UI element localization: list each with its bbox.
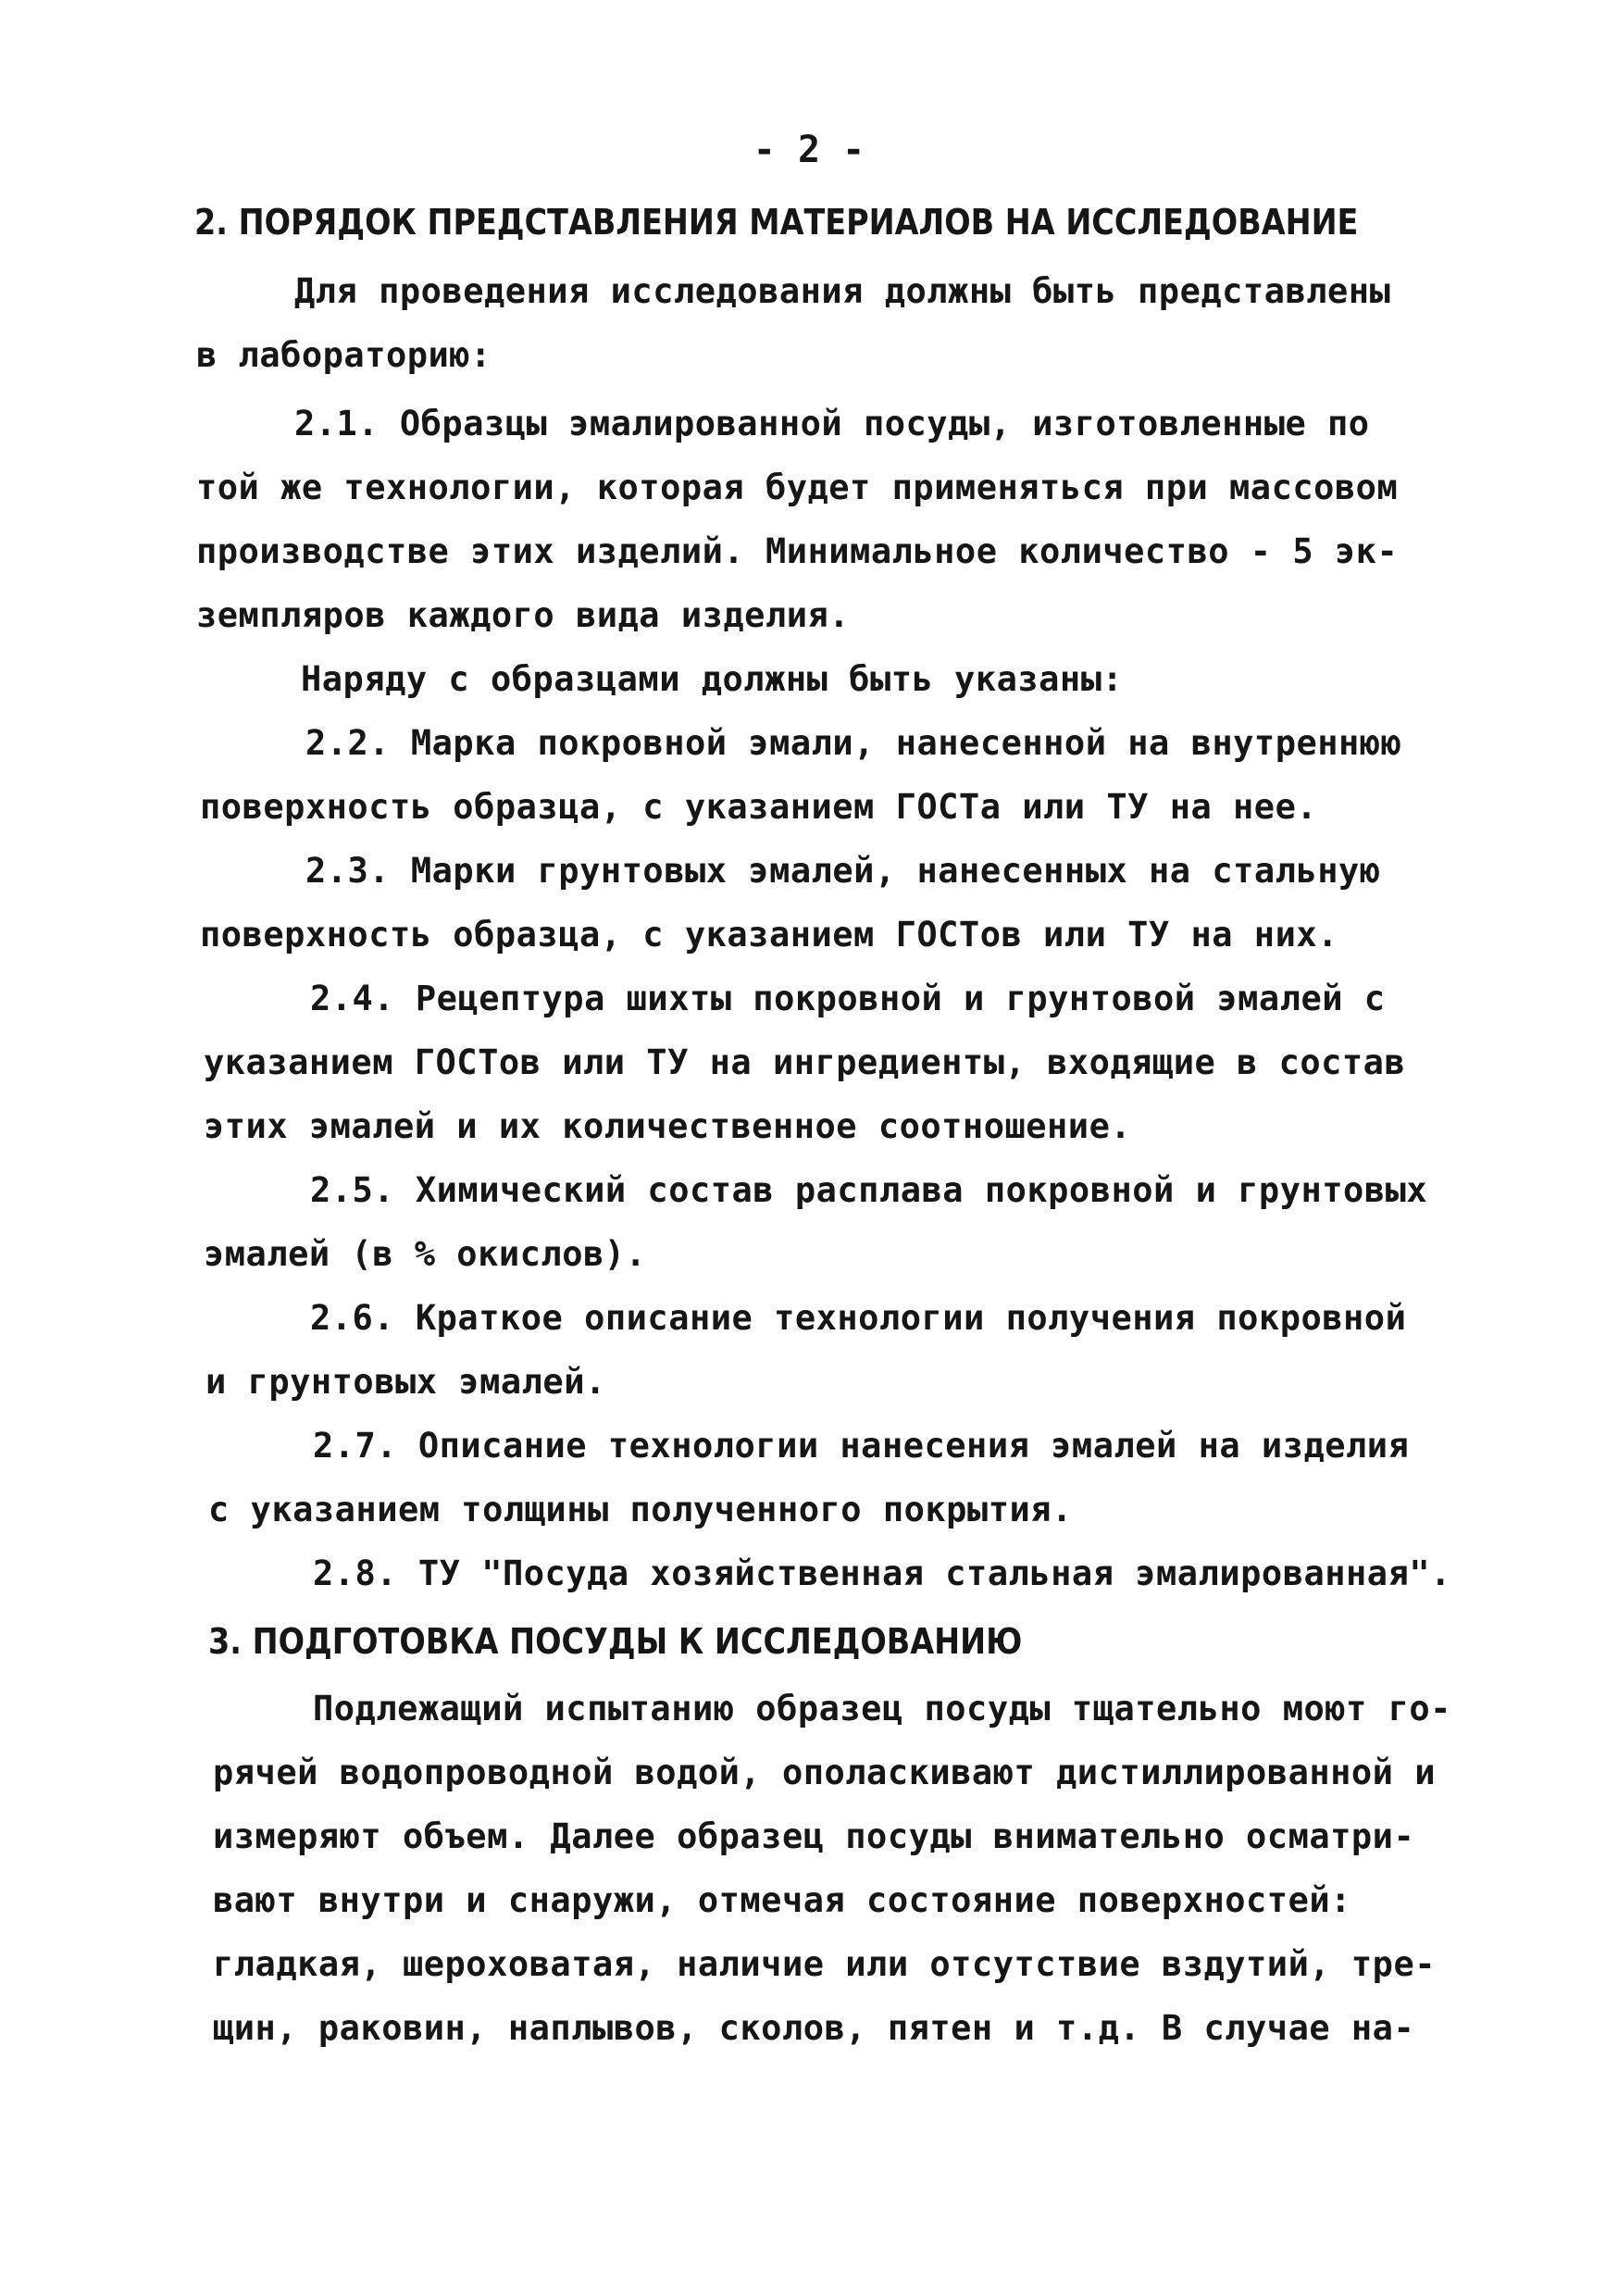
text-line: 2.4. Рецептура шихты покровной и грунтовой эмалей с xyxy=(310,979,1386,1018)
section-3-heading: 3. ПОДГОТОВКА ПОСУДЫ К ИССЛЕДОВАНИЮ xyxy=(208,1621,1023,1662)
text-line: Для проведения исследования должны быть представлены xyxy=(294,271,1391,311)
text-line: 2.3. Марки грунтовых эмалей, нанесенных на стальную xyxy=(305,851,1381,891)
text-line: 2.1. Образцы эмалированной посуды, изготовленные по xyxy=(294,404,1370,443)
text-line: щин, раковин, наплывов, сколов, пятен и т.д. В случае на- xyxy=(213,2008,1415,2048)
text-line: Подлежащий испытанию образец посуды тщательно моют го- xyxy=(313,1689,1451,1728)
text-line: поверхность образца, с указанием ГОСТа или ТУ на нее. xyxy=(200,787,1318,827)
text-line: земпляров каждого вида изделия. xyxy=(196,595,851,635)
text-line: рячей водопроводной водой, ополаскивают дистиллированной и xyxy=(213,1753,1437,1792)
text-line: производстве этих изделий. Минимальное количество - 5 эк- xyxy=(196,531,1399,571)
text-line: с указанием толщины полученного покрытия. xyxy=(208,1490,1073,1529)
text-line: 2.2. Марка покровной эмали, нанесенной на внутреннюю xyxy=(305,723,1402,763)
text-line: эмалей (в % окислов). xyxy=(204,1234,647,1274)
text-line: вают внутри и снаружи, отмечая состояние поверхностей: xyxy=(213,1880,1351,1920)
text-line: измеряют объем. Далее образец посуды внимательно осматри- xyxy=(213,1816,1415,1856)
text-line: этих эмалей и их количественное соотношение. xyxy=(204,1106,1132,1146)
text-line: и грунтовых эмалей. xyxy=(205,1362,606,1402)
text-line: указанием ГОСТов или ТУ на ингредиенты, входящие в состав xyxy=(204,1042,1406,1082)
text-line: 2.5. Химический состав расплава покровной и грунтовых xyxy=(310,1170,1428,1210)
text-line: Наряду с образцами должны быть указаны: xyxy=(301,659,1124,699)
text-line: той же технологии, которая будет применяться при массовом xyxy=(196,468,1399,507)
text-line: 2.6. Краткое описание технологии получения покровной xyxy=(310,1298,1407,1338)
text-line: поверхность образца, с указанием ГОСТов или ТУ на них. xyxy=(200,915,1338,955)
page-number: - 2 - xyxy=(753,129,865,171)
section-2-heading: 2. ПОРЯДОК ПРЕДСТАВЛЕНИЯ МАТЕРИАЛОВ НА ИССЛЕДОВАНИЕ xyxy=(194,202,1359,243)
text-line: 2.8. ТУ "Посуда хозяйственная стальная эмалированная". xyxy=(313,1554,1451,1593)
text-line: в лабораторию: xyxy=(196,335,492,375)
text-line: гладкая, шероховатая, наличие или отсутствие вздутий, тре- xyxy=(213,1944,1437,1984)
text-line: 2.7. Описание технологии нанесения эмалей на изделия xyxy=(313,1426,1410,1466)
